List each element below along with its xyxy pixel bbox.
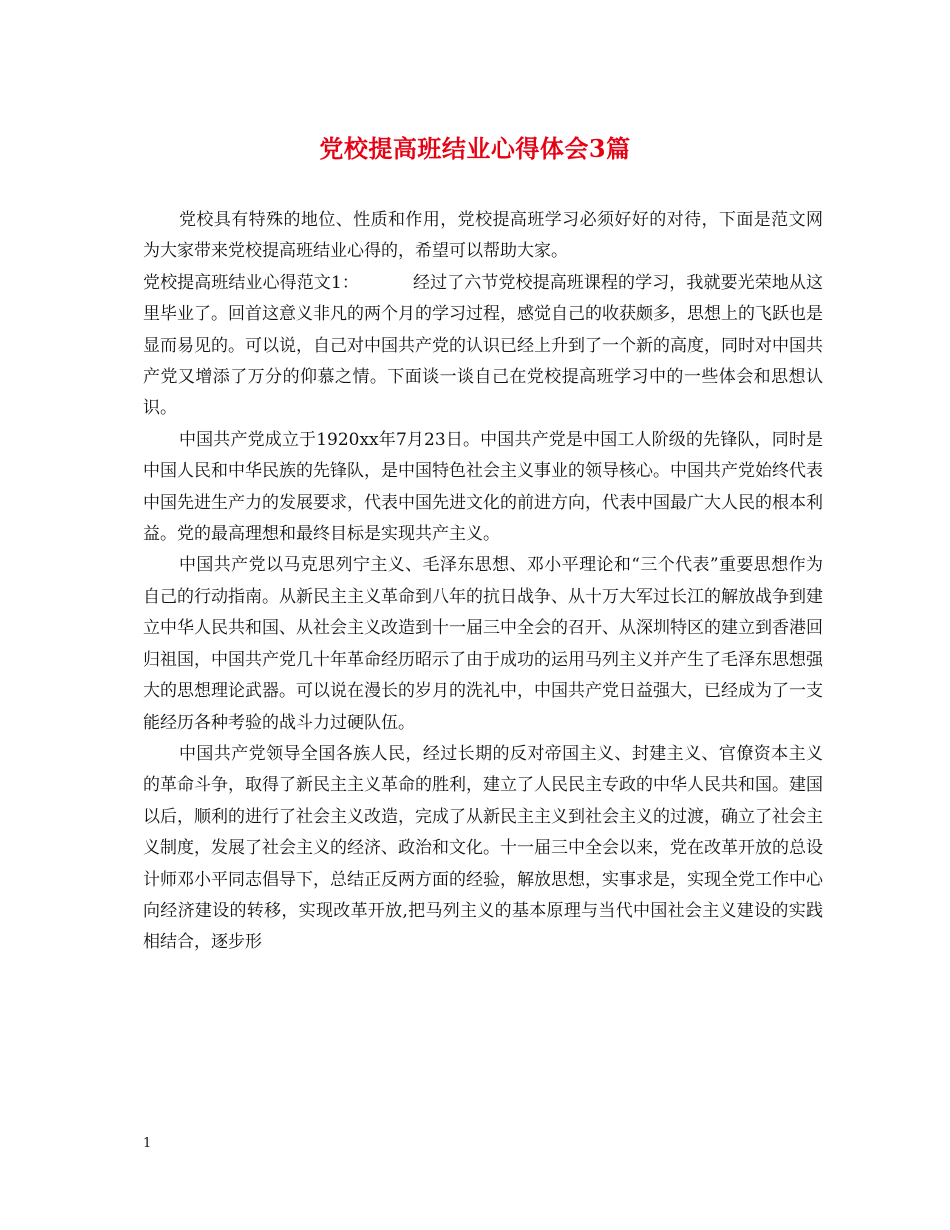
document-body	[143, 205, 823, 959]
body-paragraph-2: 中国共产党以马克思列宁主义、毛泽东思想、邓小平理论和“三个代表”重要思想作为自己的行动指南。从新民主主义革命到八年的抗日战争、从十万大军过长江的解放战争到建立中华人民共和国、从社会主义改造到十一届三中全会的召开、从深圳特区的建立到香港回归祖国，中国共产党几十年革命经历昭示了由于成功的运用马列主义并产生了毛泽东思想强大的思想理论武器。可以说在漫长的岁月的洗礼中，中国共产党日益强大，已经成为了一支能经历各种考验的战斗力过硬队伍。	[143, 555, 823, 733]
section-paragraph	[143, 268, 823, 425]
body-paragraph-1: 中国共产党成立于1920xx年7月23日。中国共产党是中国工人阶级的先锋队，同时是中国人民和中华民族的先锋队，是中国特色社会主义事业的领导核心。中国共产党始终代表中国先进生产力的发展要求，代表中国先进文化的前进方向，代表中国最广大人民的根本利益。党的最高理想和最终目标是实现共产主义。	[143, 429, 823, 545]
body-paragraph-3: 中国共产党领导全国各族人民，经过长期的反对帝国主义、封建主义、官僚资本主义的革命斗争，取得了新民主主义革命的胜利，建立了人民民主专政的中华人民共和国。建国以后，顺利的进行了社会主义改造，完成了从新民主主义到社会主义的过渡，确立了社会主义制度，发展了社会主义的经济、政治和文化。十一届三中全会以来，党在改革开放的总设计师邓小平同志倡导下，总结正反两方面的经验，解放思想，实事求是，实现全党工作中心向经济建设的转移，实现改革开放,把马列主义的基本原理与当代中国社会主义建设的实践相结合，逐步形	[143, 743, 823, 953]
page-number: 1	[143, 1136, 152, 1151]
intro-paragraph: 党校具有特殊的地位、性质和作用，党校提高班学习必须好好的对待，下面是范文网为大家带来党校提高班结业心得的，希望可以帮助大家。	[143, 210, 823, 262]
section-text: 经过了六节党校提高班课程的学习，我就要光荣地从这里毕业了。回首这意义非凡的两个月的学习过程，感觉自己的收获颇多，思想上的飞跃也是显而易见的。可以说，自己对中国共产党的认识已经上升到了一个新的高度，同时对中国共产党又增添了万分的仰慕之情。下面谈一谈自己在党校提高班学习中的一些体会和思想认识。	[143, 272, 823, 419]
section-label: 党校提高班结业心得范文1：	[143, 272, 359, 293]
document-title: 党校提高班结业心得体会3篇	[319, 134, 631, 163]
